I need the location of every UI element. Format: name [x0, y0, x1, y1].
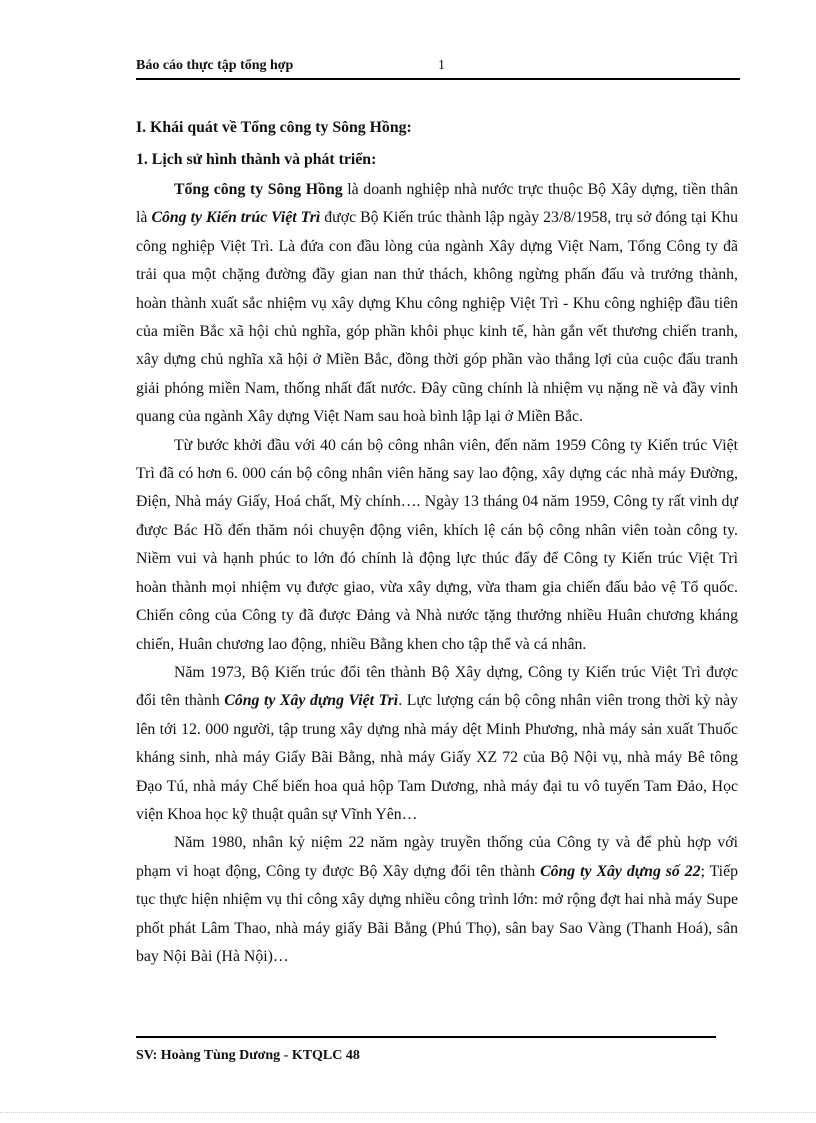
- paragraph-3: [136, 659, 738, 829]
- paragraph-1-text-b: được Bộ Kiến trúc thành lập ngày 23/8/1958, trụ sở đóng tại Khu công nghiệp Việt Trì. Là đứa con đầu lòng của ngành Xây dựng Việt Nam, Tổng Công ty đã trải qua một chặng đường đầy gian nan thử thách, không ngừng phấn đấu và trưởng thành, hoàn thành xuất sắc nhiệm vụ xây dựng Khu công nghiệp Việt Trì - Khu công nghiệp đầu tiên của miền Bắc xã hội chủ nghĩa, góp phần khôi phục kinh tế, hàn gắn vết thương chiến tranh, xây dựng chủ nghĩa xã hội ở Miền Bắc, đồng thời góp phần vào thắng lợi của cuộc đấu tranh giải phóng miền Nam, thống nhất đất nước. Đây cũng chính là nhiệm vụ nặng nề và đầy vinh quang của ngành Xây dựng Việt Nam sau hoà bình lập lại ở Miền Bắc.: [136, 209, 738, 426]
- former-name-2: Công ty Xây dựng Việt Trì: [224, 692, 399, 710]
- section-heading: I. Khái quát về Tổng công ty Sông Hồng:: [136, 119, 412, 136]
- company-name-bold: Tổng công ty Sông Hồng: [174, 181, 343, 198]
- header-title: Báo cáo thực tập tổng hợp: [136, 58, 294, 73]
- paragraph-1-text-a: là doanh nghiệp nhà nước trực thuộc Bộ Xây dựng, tiền thân là: [136, 181, 739, 227]
- page-edge-divider: [0, 1112, 816, 1113]
- former-name-1: Công ty Kiến trúc Việt Trì: [151, 209, 321, 227]
- paragraph-4: [136, 829, 738, 971]
- page-header: [136, 58, 740, 80]
- paragraph-3-text-b: . Lực lượng cán bộ công nhân viên trong thời kỳ này lên tới 12. 000 người, tập trung xây dựng nhà máy dệt Minh Phương, nhà máy sản xuất Thuốc kháng sinh, nhà máy Giấy Bãi Bằng, nhà máy Giấy XZ 72 của Bộ Nội vụ, nhà máy Bê tông Đạo Tú, nhà máy Chế biến hoa quả hộp Tam Dương, nhà máy đại tu vô tuyến Tam Đảo, Học viện Khoa học kỹ thuật quân sự Vĩnh Yên…: [136, 692, 738, 823]
- subsection-heading: 1. Lịch sử hình thành và phát triển:: [136, 151, 377, 168]
- page-number: 1: [438, 58, 445, 73]
- paragraph-1: [136, 176, 738, 432]
- page-footer: [136, 1036, 716, 1064]
- paragraph-4-text-a: Năm 1980, nhân kỷ niệm 22 năm ngày truyền thống của Công ty và để phù hợp với phạm vi hoạt động, Công ty được Bộ Xây dựng đổi tên thành: [136, 834, 738, 880]
- former-name-3: Công ty Xây dựng số 22: [540, 862, 701, 880]
- document-body: [136, 112, 738, 971]
- paragraph-2: Từ bước khởi đầu với 40 cán bộ công nhân viên, đến năm 1959 Công ty Kiến trúc Việt Trì đã có hơn 6. 000 cán bộ công nhân viên hăng say lao động, xây dựng các nhà máy Đường, Điện, Nhà máy Giấy, Hoá chất, Mỳ chính…. Ngày 13 tháng 04 năm 1959, Công ty rất vinh dự được Bác Hồ đến thăm nói chuyện động viên, khích lệ cán bộ công nhân viên toàn công ty. Niềm vui và hạnh phúc to lớn đó chính là động lực thúc đẩy để Công ty Kiến trúc Việt Trì hoàn thành mọi nhiệm vụ được giao, vừa xây dựng, vừa tham gia chiến đấu bảo vệ Tổ quốc. Chiến công của Công ty đã được Đảng và Nhà nước tặng thưởng nhiều Huân chương kháng chiến, Huân chương lao động, nhiều Bằng khen cho tập thể và cá nhân.: [136, 436, 738, 653]
- paragraph-4-text-b: ; Tiếp tục thực hiện nhiệm vụ thi công xây dựng nhiều công trình lớn: mở rộng đợt hai nhà máy Supe phốt phát Lâm Thao, nhà máy giấy Bãi Bằng (Phú Thọ), sân bay Sao Vàng (Thanh Hoá), sân bay Nội Bài (Hà Nội)…: [136, 862, 738, 965]
- paragraph-3-text-a: Năm 1973, Bộ Kiến trúc đổi tên thành Bộ Xây dựng, Công ty Kiến trúc Việt Trì được đổi tên thành: [136, 663, 738, 710]
- footer-author: SV: Hoàng Tùng Dương - KTQLC 48: [136, 1048, 360, 1063]
